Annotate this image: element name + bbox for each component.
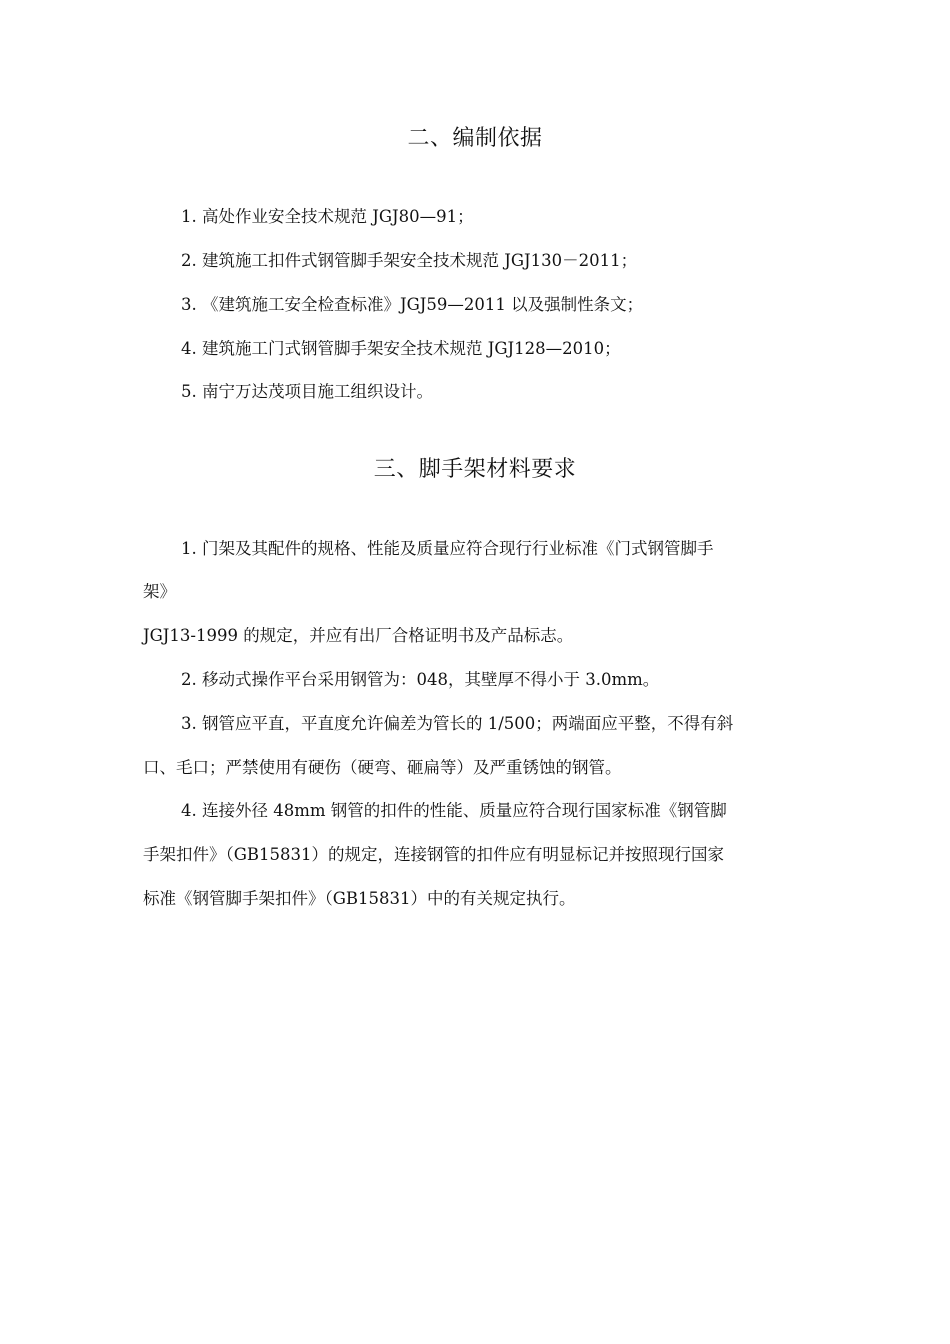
- basis-item-4: 4. 建筑施工门式钢管脚手架安全技术规范 JGJ128—2010；: [181, 339, 621, 358]
- materials-line-6: 口、毛口；严禁使用有硬伤（硬弯、砸扁等）及严重锈蚀的钢管。: [143, 758, 622, 777]
- materials-line-5: 3. 钢管应平直，平直度允许偏差为管长的 1/500；两端面应平整，不得有斜: [181, 714, 734, 733]
- materials-line-8: 手架扣件》（GB15831）的规定，连接钢管的扣件应有明显标记并按照现行国家: [143, 845, 725, 864]
- basis-item-2: 2. 建筑施工扣件式钢管脚手架安全技术规范 JGJ130－2011；: [181, 251, 638, 270]
- materials-line-2: 架》: [143, 582, 176, 601]
- basis-item-1: 1. 高处作业安全技术规范 JGJ80—91；: [181, 207, 474, 226]
- materials-line-4: 2. 移动式操作平台采用钢管为：048，其壁厚不得小于 3.0mm。: [181, 670, 660, 689]
- materials-line-9: 标准《钢管脚手架扣件》（GB15831）中的有关规定执行。: [143, 889, 576, 908]
- materials-line-3: JGJ13-1999 的规定，并应有出厂合格证明书及产品标志。: [143, 626, 574, 645]
- materials-line-7: 4. 连接外径 48mm 钢管的扣件的性能、质量应符合现行国家标准《钢管脚: [181, 801, 727, 820]
- section-heading-materials: 三、脚手架材料要求: [373, 457, 577, 482]
- basis-item-3: 3. 《建筑施工安全检查标准》JGJ59—2011 以及强制性条文；: [181, 295, 644, 314]
- basis-item-5: 5. 南宁万达茂项目施工组织设计。: [181, 382, 433, 401]
- section-heading-basis: 二、编制依据: [407, 126, 543, 151]
- materials-line-1: 1. 门架及其配件的规格、性能及质量应符合现行行业标准《门式钢管脚手: [181, 539, 714, 558]
